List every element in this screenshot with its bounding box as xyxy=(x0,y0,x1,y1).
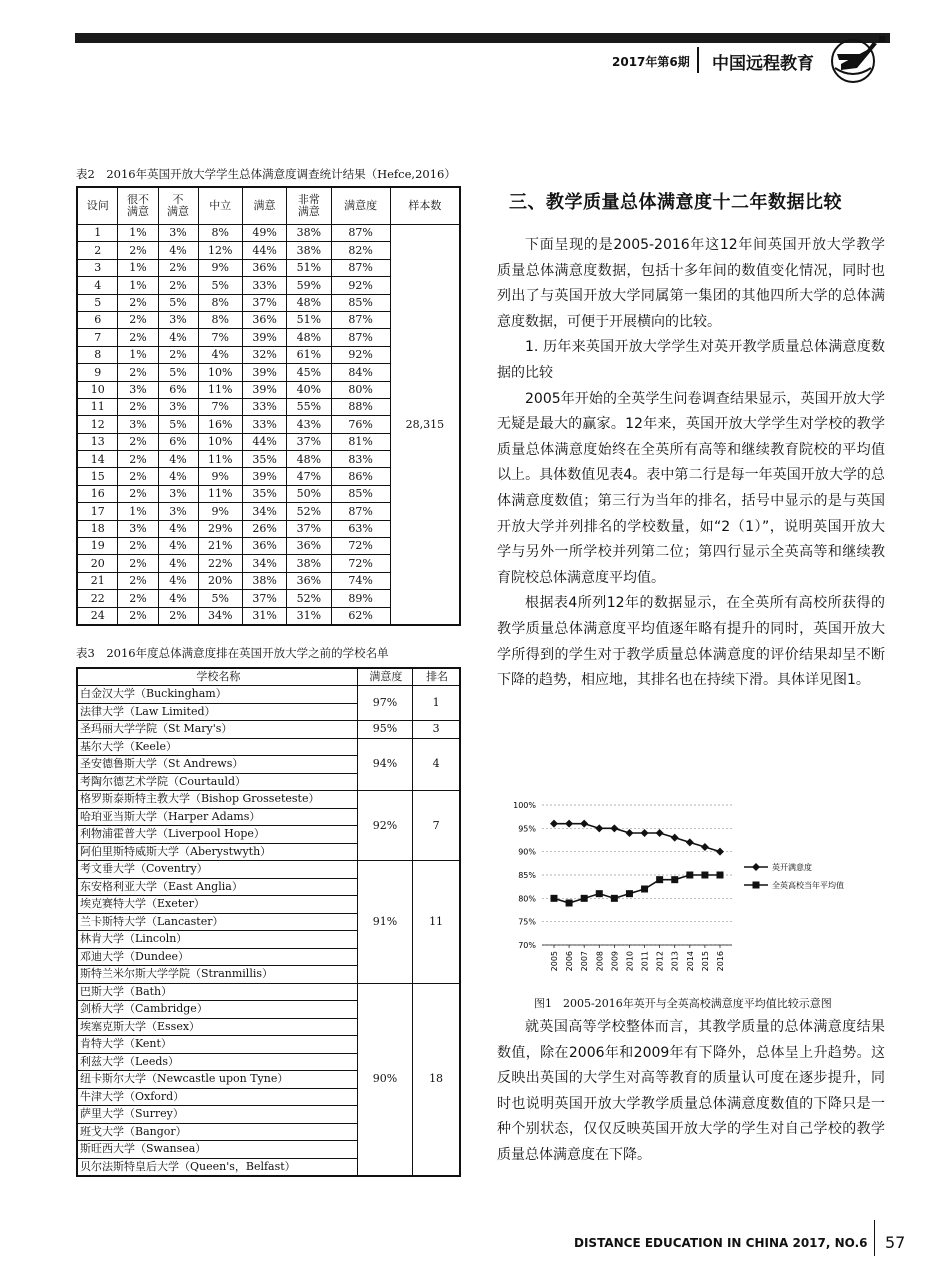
satisfaction-value: 90% xyxy=(357,983,412,1176)
table2-cell: 1% xyxy=(118,259,158,276)
table2-cell: 8% xyxy=(198,225,242,242)
school-name: 考陶尔德艺术学院（Courtauld） xyxy=(77,773,357,791)
table2-cell: 33% xyxy=(242,416,286,433)
data-point xyxy=(581,895,588,902)
satisfaction-value: 97% xyxy=(357,686,412,721)
table2-cell: 3% xyxy=(118,416,158,433)
table2-cell: 2% xyxy=(118,451,158,468)
table2-header-cell: 不 满意 xyxy=(158,187,198,225)
data-point xyxy=(580,820,588,828)
table2-cell: 37% xyxy=(242,590,286,607)
data-point xyxy=(625,829,633,837)
table2-cell: 87% xyxy=(331,329,390,346)
school-name: 基尔大学（Keele） xyxy=(77,738,357,756)
x-tick-label: 2013 xyxy=(670,951,680,972)
school-name: 牛津大学（Oxford） xyxy=(77,1088,357,1106)
header-bar xyxy=(75,33,890,43)
series-line xyxy=(554,875,720,903)
table2-row xyxy=(77,225,460,242)
table2-cell: 62% xyxy=(331,607,390,625)
table2-cell: 37% xyxy=(242,294,286,311)
data-point xyxy=(717,872,724,879)
data-point xyxy=(626,890,633,897)
table2-cell: 51% xyxy=(287,259,331,276)
table2-header-cell: 满意 xyxy=(242,187,286,225)
x-tick-label: 2009 xyxy=(610,951,620,972)
paragraph: 1. 历年来英国开放大学学生对英开教学质量总体满意度数据的比较 xyxy=(497,339,885,381)
table2-cell: 48% xyxy=(287,451,331,468)
table2-cell: 32% xyxy=(242,346,286,363)
table2-cell: 2% xyxy=(118,294,158,311)
table2-cell: 47% xyxy=(287,468,331,485)
table2-cell: 37% xyxy=(287,433,331,450)
rank-value: 1 xyxy=(413,686,460,721)
table2-cell: 20% xyxy=(198,572,242,589)
table2-cell: 44% xyxy=(242,242,286,259)
table2-cell: 76% xyxy=(331,416,390,433)
table2-cell: 4% xyxy=(158,572,198,589)
table2-cell: 2% xyxy=(118,590,158,607)
table2-cell: 3 xyxy=(77,259,118,276)
data-point xyxy=(671,876,678,883)
table3-row xyxy=(77,983,460,1001)
rank-value: 4 xyxy=(413,738,460,791)
legend-marker xyxy=(753,882,760,889)
table2-cell: 61% xyxy=(287,346,331,363)
table2-cell: 2% xyxy=(118,555,158,572)
table2-cell: 92% xyxy=(331,346,390,363)
table2-cell: 8 xyxy=(77,346,118,363)
table2-cell: 12 xyxy=(77,416,118,433)
table3-row xyxy=(77,721,460,739)
table2-cell: 5% xyxy=(198,277,242,294)
table2-cell: 11% xyxy=(198,485,242,502)
table2-cell: 10% xyxy=(198,433,242,450)
paragraph: 根据表4所列12年的数据显示，在全英所有高校所获得的教学质量总体满意度平均值逐年略有提升的同时，英国开放大学所得到的学生对于教学质量总体满意度的评价结果却呈不断下降的趋势，相应地，其排名也在持续下滑。具体详见图1。 xyxy=(497,595,885,689)
table2-cell: 5% xyxy=(158,294,198,311)
journal-logo-icon xyxy=(827,34,887,84)
table2-cell: 4% xyxy=(158,520,198,537)
school-name: 圣玛丽大学学院（St Mary's） xyxy=(77,721,357,739)
school-name: 埃克赛特大学（Exeter） xyxy=(77,896,357,914)
table2-cell: 36% xyxy=(287,572,331,589)
table2-cell: 1% xyxy=(118,346,158,363)
school-name: 圣安德鲁斯大学（St Andrews） xyxy=(77,756,357,774)
table2-cell: 63% xyxy=(331,520,390,537)
table2-header-cell: 满意度 xyxy=(331,187,390,225)
school-name: 白金汉大学（Buckingham） xyxy=(77,686,357,704)
table2-cell: 52% xyxy=(287,590,331,607)
table2-cell: 36% xyxy=(242,538,286,555)
table2-cell: 36% xyxy=(242,259,286,276)
table2-cell: 2 xyxy=(77,242,118,259)
table2-cell: 2% xyxy=(118,364,158,381)
table3-row xyxy=(77,738,460,756)
table2-cell: 5% xyxy=(198,590,242,607)
legend-marker xyxy=(752,863,760,871)
y-tick-label: 100% xyxy=(513,801,536,810)
rank-value: 3 xyxy=(413,721,460,739)
table2-cell: 3% xyxy=(158,485,198,502)
school-name: 兰卡斯特大学（Lancaster） xyxy=(77,913,357,931)
issue-label: 2017年第6期 xyxy=(612,55,690,69)
table2-cell: 2% xyxy=(158,277,198,294)
table2-cell: 72% xyxy=(331,555,390,572)
table2-cell: 2% xyxy=(118,433,158,450)
table2-cell: 5% xyxy=(158,416,198,433)
table2-cell: 40% xyxy=(287,381,331,398)
satisfaction-value: 92% xyxy=(357,791,412,861)
table2-cell: 51% xyxy=(287,311,331,328)
table2-cell: 34% xyxy=(198,607,242,625)
y-tick-label: 95% xyxy=(518,824,536,834)
section-body xyxy=(497,233,885,694)
table2-cell: 2% xyxy=(158,346,198,363)
table2-cell: 3% xyxy=(158,225,198,242)
table2-cell: 9% xyxy=(198,468,242,485)
table3-header-name: 学校名称 xyxy=(77,668,357,686)
table2-cell: 5 xyxy=(77,294,118,311)
table2-cell: 38% xyxy=(287,225,331,242)
table2-cell: 72% xyxy=(331,538,390,555)
table2-cell: 2% xyxy=(118,485,158,502)
paragraph: 下面呈现的是2005-2016年这12年间英国开放大学教学质量总体满意度数据，包括十多年间的数值变化情况，同时也列出了与英国开放大学同属第一集团的其他四所大学的总体满意度数据，可便于开展横向的比较。 xyxy=(497,237,885,330)
table2-cell: 11% xyxy=(198,381,242,398)
paragraph: 就英国高等学校整体而言，其教学质量的总体满意度结果数值，除在2006年和2009年有下降外，总体呈上升趋势。这反映出英国的大学生对高等教育的质量认可度在逐步提升，同时也说明英国开放大学教学质量总体满意度数值的下降只是一种个别状态，仅仅反映英国开放大学的学生对自己学校的教学质量总体满意度在下降。 xyxy=(497,1019,885,1163)
school-name: 阿伯里斯特威斯大学（Aberystwyth） xyxy=(77,843,357,861)
school-name: 东安格利亚大学（East Anglia） xyxy=(77,878,357,896)
x-tick-label: 2011 xyxy=(640,951,650,972)
school-name: 哈珀亚当斯大学（Harper Adams） xyxy=(77,808,357,826)
table2-cell: 10% xyxy=(198,364,242,381)
table2-cell: 16% xyxy=(198,416,242,433)
table2-cell: 19 xyxy=(77,538,118,555)
table2-cell: 81% xyxy=(331,433,390,450)
school-name: 纽卡斯尔大学（Newcastle upon Tyne） xyxy=(77,1071,357,1089)
table2-cell: 4% xyxy=(158,329,198,346)
data-point xyxy=(550,820,558,828)
table2-cell: 6% xyxy=(158,433,198,450)
table2-cell: 4% xyxy=(158,468,198,485)
header-divider xyxy=(697,47,699,73)
table2-cell: 2% xyxy=(118,329,158,346)
table2-cell: 14 xyxy=(77,451,118,468)
x-tick-label: 2006 xyxy=(565,951,575,972)
table2-cell: 87% xyxy=(331,503,390,520)
table2-cell: 9% xyxy=(198,259,242,276)
table2-cell: 4% xyxy=(158,451,198,468)
data-point xyxy=(611,895,618,902)
table2-cell: 31% xyxy=(287,607,331,625)
table2-cell: 38% xyxy=(242,572,286,589)
table2-caption: 表2 2016年英国开放大学学生总体满意度调查统计结果（Hefce,2016） xyxy=(76,167,456,181)
table2-cell: 80% xyxy=(331,381,390,398)
table2-cell: 33% xyxy=(242,277,286,294)
rank-value: 11 xyxy=(413,861,460,984)
table3-header-sat: 满意度 xyxy=(357,668,412,686)
table2-cell: 15 xyxy=(77,468,118,485)
table2-cell: 21% xyxy=(198,538,242,555)
table2-cell: 86% xyxy=(331,468,390,485)
table2-cell: 38% xyxy=(287,242,331,259)
section-title: 三、教学质量总体满意度十二年数据比较 xyxy=(509,192,842,213)
table2-cell: 8% xyxy=(198,311,242,328)
table2-cell: 33% xyxy=(242,398,286,415)
table2-cell: 7% xyxy=(198,329,242,346)
table2-cell: 2% xyxy=(158,607,198,625)
data-point xyxy=(641,886,648,893)
table2-cell: 55% xyxy=(287,398,331,415)
rank-value: 18 xyxy=(413,983,460,1176)
table2-cell: 87% xyxy=(331,225,390,242)
table2-cell: 20 xyxy=(77,555,118,572)
page-number: 57 xyxy=(885,1233,906,1252)
table2-cell: 4% xyxy=(158,242,198,259)
table2-header-cell: 很不 满意 xyxy=(118,187,158,225)
table2-cell: 2% xyxy=(118,538,158,555)
table2-cell: 4% xyxy=(198,346,242,363)
legend-label: 英开满意度 xyxy=(772,863,812,872)
data-point xyxy=(566,900,573,907)
table2-cell: 34% xyxy=(242,555,286,572)
table2-cell: 2% xyxy=(158,259,198,276)
school-name: 考文垂大学（Coventry） xyxy=(77,861,357,879)
table2-header-cell: 中立 xyxy=(198,187,242,225)
school-name: 埃塞克斯大学（Essex） xyxy=(77,1018,357,1036)
table2-cell: 88% xyxy=(331,398,390,415)
table2-cell: 4% xyxy=(158,555,198,572)
school-name: 利兹大学（Leeds） xyxy=(77,1053,357,1071)
table2-cell: 34% xyxy=(242,503,286,520)
x-tick-label: 2010 xyxy=(625,951,635,972)
table3-row xyxy=(77,686,460,704)
table2-cell: 3% xyxy=(118,520,158,537)
school-name: 班戈大学（Bangor） xyxy=(77,1123,357,1141)
table2-header-cell: 非常 满意 xyxy=(287,187,331,225)
table2-cell: 8% xyxy=(198,294,242,311)
satisfaction-value: 91% xyxy=(357,861,412,984)
school-name: 斯旺西大学（Swansea） xyxy=(77,1141,357,1159)
table2-cell: 9 xyxy=(77,364,118,381)
table2-cell: 36% xyxy=(242,311,286,328)
table2-cell: 38% xyxy=(287,555,331,572)
school-name: 肯特大学（Kent） xyxy=(77,1036,357,1054)
data-point xyxy=(656,876,663,883)
footer-journal: DISTANCE EDUCATION IN CHINA 2017, NO.6 xyxy=(574,1236,868,1250)
table2-sample-size: 28,315 xyxy=(390,225,460,625)
table2-cell: 11% xyxy=(198,451,242,468)
table2-cell: 7% xyxy=(198,398,242,415)
table2-cell: 2% xyxy=(118,398,158,415)
table2-cell: 22% xyxy=(198,555,242,572)
data-point xyxy=(656,829,664,837)
school-name: 萨里大学（Surrey） xyxy=(77,1106,357,1124)
table2-cell: 18 xyxy=(77,520,118,537)
table2-cell: 89% xyxy=(331,590,390,607)
table2-cell: 87% xyxy=(331,311,390,328)
table2-cell: 39% xyxy=(242,329,286,346)
table2-cell: 9% xyxy=(198,503,242,520)
table2-cell: 22 xyxy=(77,590,118,607)
table2-cell: 49% xyxy=(242,225,286,242)
table2-cell: 5% xyxy=(158,364,198,381)
x-tick-label: 2016 xyxy=(716,951,725,972)
table2-cell: 1 xyxy=(77,225,118,242)
journal-title: 中国远程教育 xyxy=(712,54,814,74)
y-tick-label: 70% xyxy=(518,941,536,950)
table2-cell: 4% xyxy=(158,590,198,607)
table2-cell: 1% xyxy=(118,277,158,294)
footer-divider xyxy=(874,1220,875,1256)
table2-cell: 39% xyxy=(242,364,286,381)
table2-cell: 4 xyxy=(77,277,118,294)
table3-header-rank: 排名 xyxy=(413,668,460,686)
table2-cell: 1% xyxy=(118,503,158,520)
table2-cell: 2% xyxy=(118,572,158,589)
table2-cell: 74% xyxy=(331,572,390,589)
paragraph: 2005年开始的全英学生问卷调查结果显示，英国开放大学无疑是最大的赢家。12年来，英国开放大学学生对学校的教学质量总体满意度始终在全英所有高等和继续教育院校的平均值以上。具体数值见表4。表中第二行是每一年英国开放大学的总体满意度数值；第三行为当年的排名，括号中显示的是与英国开放大学并列排名的学校数量，如“2（1）”，说明英国开放大学与另外一所学校并列第二位；第四行显示全英高等和继续教育院校总体满意度平均值。 xyxy=(497,390,885,586)
school-name: 斯特兰米尔斯大学学院（Stranmillis） xyxy=(77,966,357,984)
table2-cell: 84% xyxy=(331,364,390,381)
x-tick-label: 2008 xyxy=(595,951,605,972)
table2-cell: 6% xyxy=(158,381,198,398)
table2-cell: 39% xyxy=(242,381,286,398)
school-name: 林肯大学（Lincoln） xyxy=(77,931,357,949)
table2-cell: 39% xyxy=(242,468,286,485)
table2-cell: 59% xyxy=(287,277,331,294)
table2-cell: 21 xyxy=(77,572,118,589)
table2-cell: 85% xyxy=(331,294,390,311)
table2-cell: 3% xyxy=(118,381,158,398)
satisfaction-value: 95% xyxy=(357,721,412,739)
table2-cell: 6 xyxy=(77,311,118,328)
satisfaction-value: 94% xyxy=(357,738,412,791)
series-line xyxy=(554,824,720,852)
data-point xyxy=(686,872,693,879)
x-tick-label: 2005 xyxy=(550,951,559,972)
table2-cell: 3% xyxy=(158,398,198,415)
data-point xyxy=(716,848,724,856)
school-name: 剑桥大学（Cambridge） xyxy=(77,1001,357,1019)
table3 xyxy=(76,667,461,1177)
school-name: 邓迪大学（Dundee） xyxy=(77,948,357,966)
data-point xyxy=(671,834,679,842)
table2-cell: 2% xyxy=(118,607,158,625)
table2-cell: 17 xyxy=(77,503,118,520)
data-point xyxy=(701,872,708,879)
figure1-line-chart xyxy=(500,795,885,985)
table2-cell: 37% xyxy=(287,520,331,537)
school-name: 贝尔法斯特皇后大学（Queen's，Belfast） xyxy=(77,1158,357,1176)
data-point xyxy=(701,843,709,851)
x-tick-label: 2014 xyxy=(685,951,695,972)
table2 xyxy=(76,186,461,626)
table2-cell: 2% xyxy=(118,311,158,328)
table2-cell: 11 xyxy=(77,398,118,415)
table2-cell: 85% xyxy=(331,485,390,502)
table2-cell: 35% xyxy=(242,485,286,502)
table2-cell: 3% xyxy=(158,311,198,328)
table2-cell: 3% xyxy=(158,503,198,520)
data-point xyxy=(565,820,573,828)
table2-cell: 82% xyxy=(331,242,390,259)
y-tick-label: 90% xyxy=(518,847,536,857)
x-tick-label: 2012 xyxy=(655,951,665,972)
table2-cell: 35% xyxy=(242,451,286,468)
school-name: 利物浦霍普大学（Liverpool Hope） xyxy=(77,826,357,844)
section-body-2 xyxy=(497,1015,885,1169)
legend-label: 全英高校当年平均值 xyxy=(772,881,844,890)
table2-cell: 31% xyxy=(242,607,286,625)
rank-value: 7 xyxy=(413,791,460,861)
y-tick-label: 85% xyxy=(518,871,536,880)
school-name: 巴斯大学（Bath） xyxy=(77,983,357,1001)
table2-cell: 4% xyxy=(158,538,198,555)
table2-cell: 44% xyxy=(242,433,286,450)
table2-cell: 24 xyxy=(77,607,118,625)
table2-cell: 87% xyxy=(331,259,390,276)
table2-cell: 48% xyxy=(287,329,331,346)
data-point xyxy=(596,890,603,897)
table2-cell: 92% xyxy=(331,277,390,294)
data-point xyxy=(641,829,649,837)
table3-caption: 表3 2016年度总体满意度排在英国开放大学之前的学校名单 xyxy=(76,646,389,660)
table2-cell: 29% xyxy=(198,520,242,537)
table3-row xyxy=(77,861,460,879)
table2-header-cell: 设问 xyxy=(77,187,118,225)
y-tick-label: 75% xyxy=(518,917,536,927)
table2-cell: 13 xyxy=(77,433,118,450)
table2-cell: 2% xyxy=(118,468,158,485)
table2-cell: 1% xyxy=(118,225,158,242)
table2-header-cell: 样本数 xyxy=(390,187,460,225)
school-name: 法律大学（Law Limited） xyxy=(77,703,357,721)
table2-cell: 83% xyxy=(331,451,390,468)
figure1-caption: 图1 2005-2016年英开与全英高校满意度平均值比较示意图 xyxy=(534,997,832,1010)
table2-cell: 36% xyxy=(287,538,331,555)
data-point xyxy=(686,838,694,846)
table2-cell: 26% xyxy=(242,520,286,537)
table2-cell: 12% xyxy=(198,242,242,259)
table2-cell: 43% xyxy=(287,416,331,433)
school-name: 格罗斯泰斯特主教大学（Bishop Grosseteste） xyxy=(77,791,357,809)
data-point xyxy=(610,824,618,832)
y-tick-label: 80% xyxy=(518,894,536,904)
data-point xyxy=(551,895,558,902)
table2-cell: 16 xyxy=(77,485,118,502)
x-tick-label: 2007 xyxy=(580,951,590,972)
table2-cell: 50% xyxy=(287,485,331,502)
table2-cell: 7 xyxy=(77,329,118,346)
table2-cell: 10 xyxy=(77,381,118,398)
data-point xyxy=(595,824,603,832)
x-tick-label: 2015 xyxy=(700,951,710,972)
table2-cell: 2% xyxy=(118,242,158,259)
table3-row xyxy=(77,791,460,809)
table2-cell: 45% xyxy=(287,364,331,381)
table2-cell: 52% xyxy=(287,503,331,520)
table2-cell: 48% xyxy=(287,294,331,311)
